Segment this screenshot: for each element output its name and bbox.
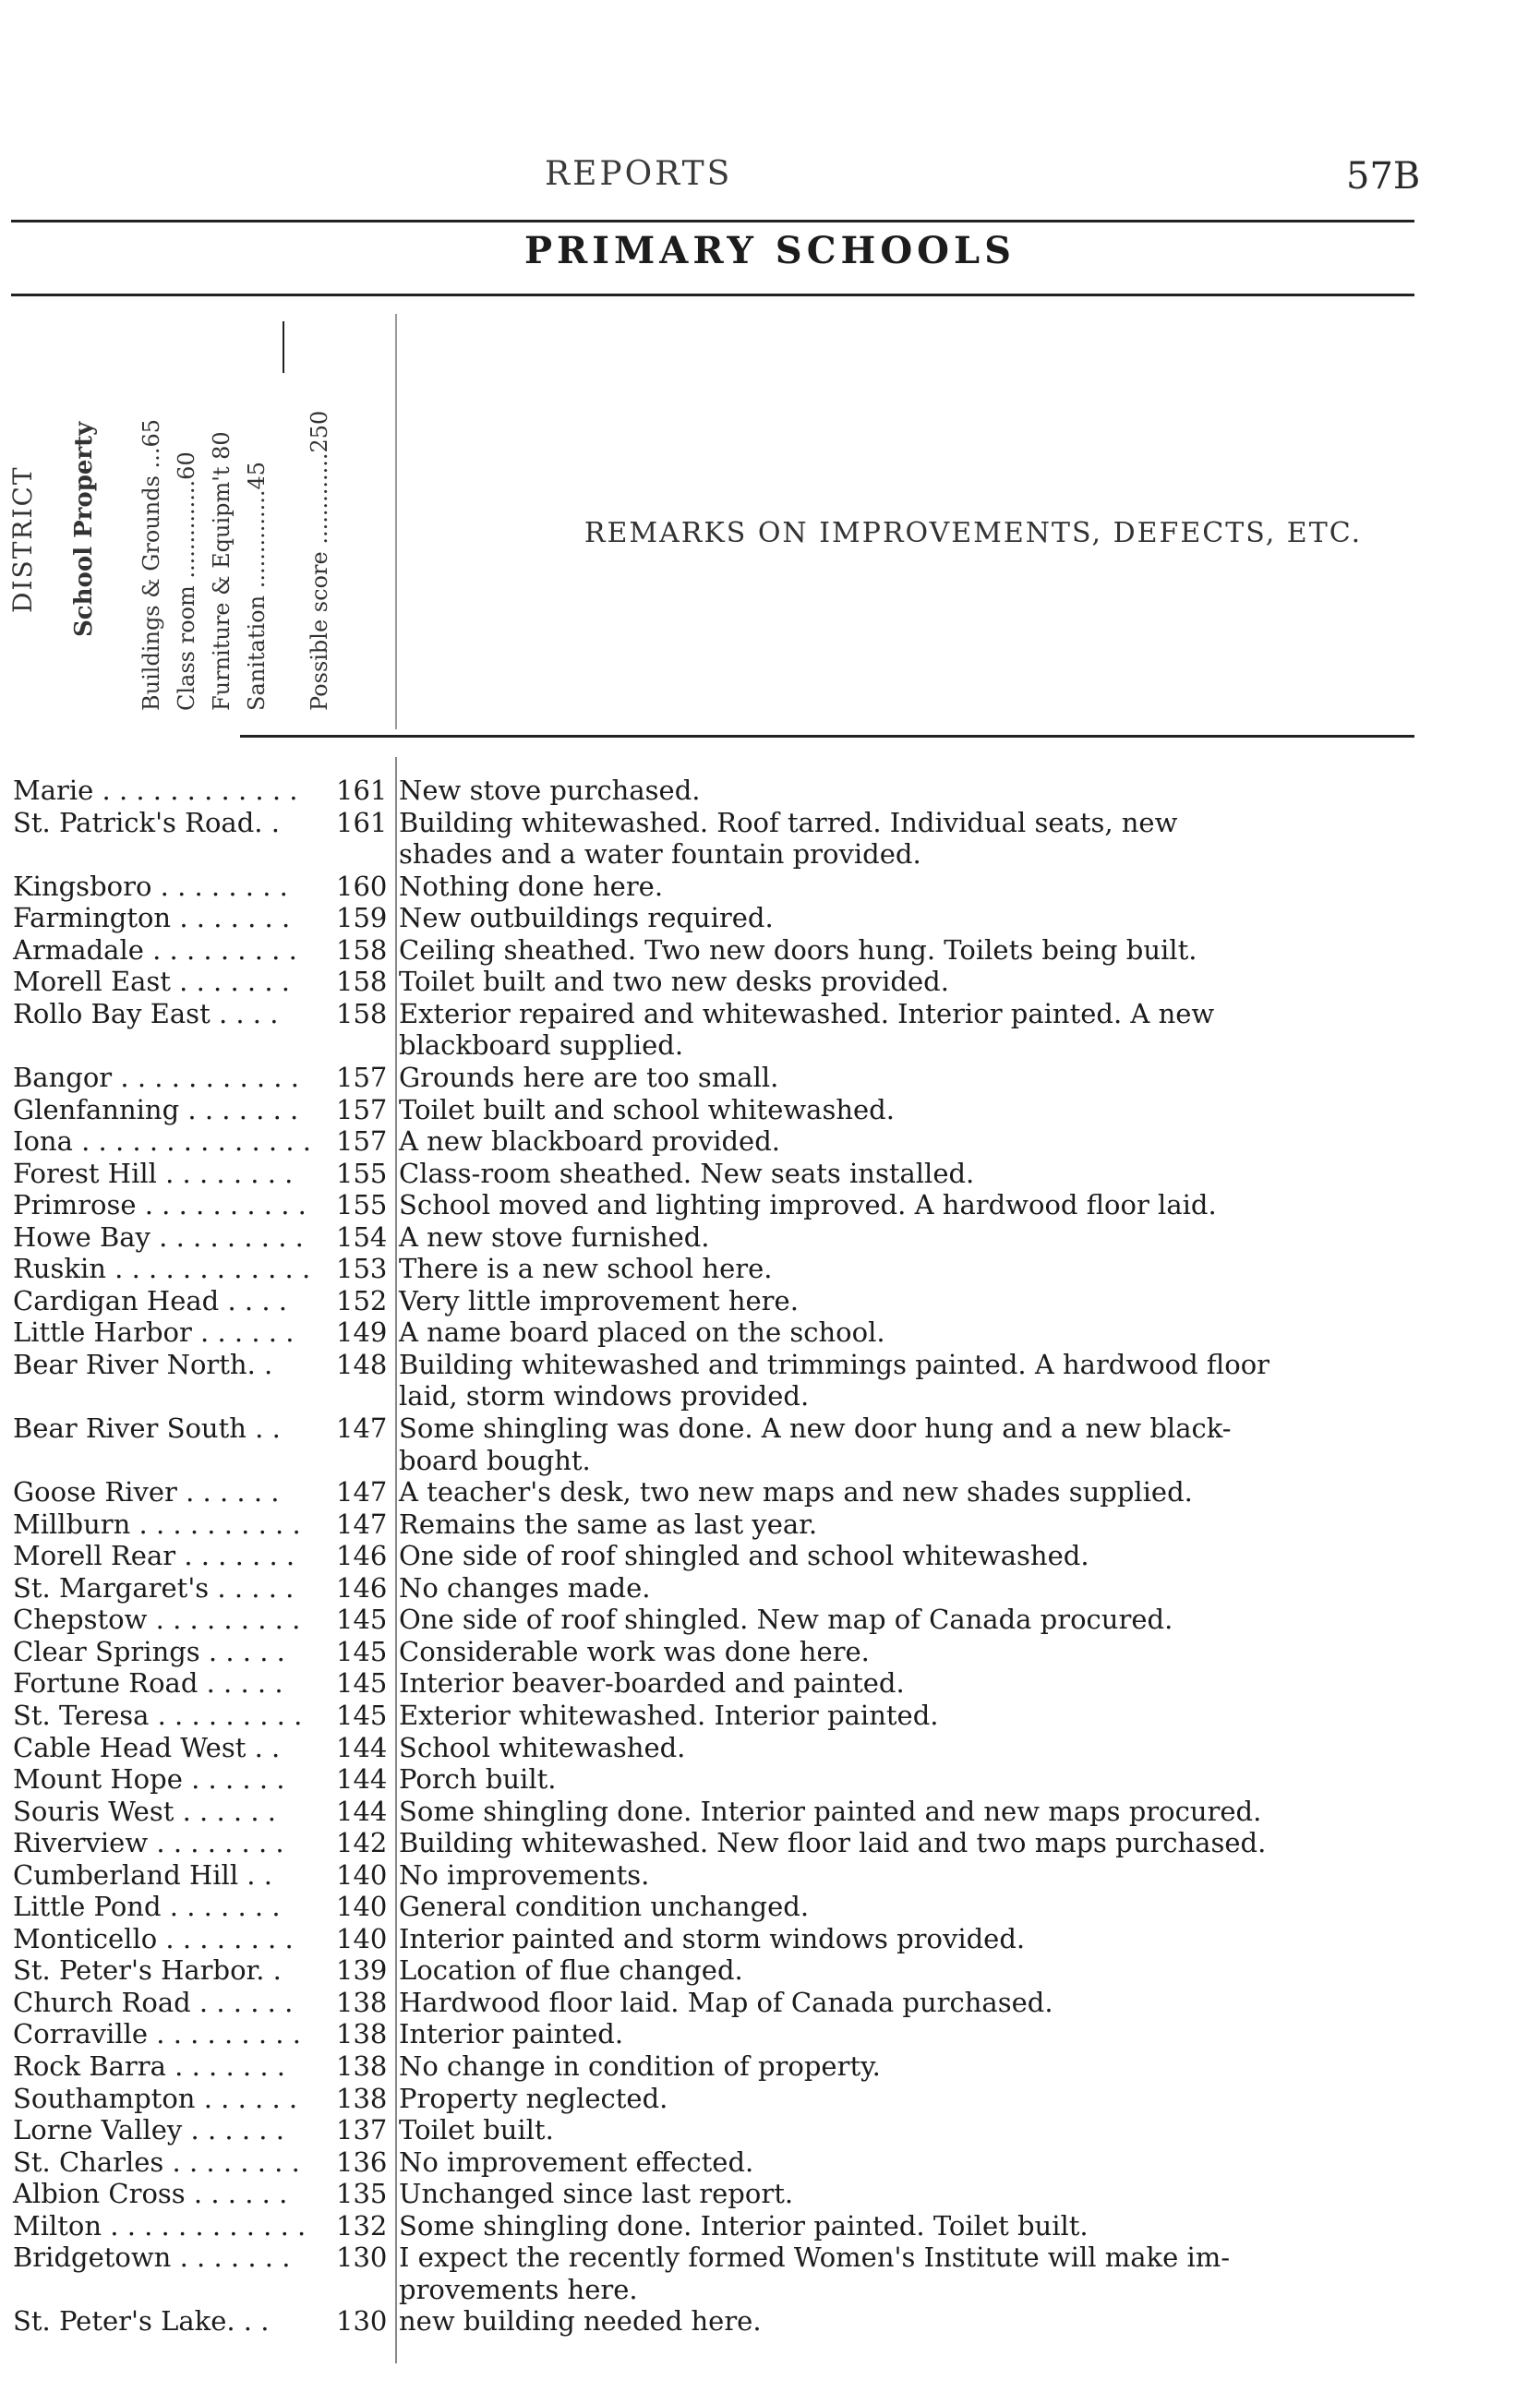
school-property-score: 144 — [336, 1763, 388, 1796]
remarks-text: Interior painted and storm windows provided. — [399, 1922, 1026, 1954]
remarks-text: Toilet built. — [399, 2114, 554, 2146]
district-name: St. Teresa . . . . . . . . . — [13, 1699, 303, 1731]
possible-score-column-label: Possible score .............250 — [307, 410, 332, 711]
remarks-text: Remains the same as last year. — [399, 1508, 818, 1540]
remarks-text: new building needed here. — [399, 2305, 762, 2338]
table-row — [0, 806, 1540, 839]
district-name: Primrose . . . . . . . . . . — [13, 1189, 307, 1221]
table-row — [0, 1475, 1540, 1509]
table-row — [0, 1508, 1540, 1541]
table-row — [0, 1795, 1540, 1828]
remarks-text: Toilet built and school whitewashed. — [399, 1093, 895, 1125]
district-name: Little Pond . . . . . . . — [13, 1891, 281, 1923]
table-row — [0, 1666, 1540, 1700]
school-property-score: 157 — [336, 1061, 388, 1093]
school-property-score: 147 — [336, 1412, 388, 1444]
remarks-text: board bought. — [399, 1444, 591, 1476]
school-property-score: 130 — [336, 2242, 388, 2274]
district-name: Rock Barra . . . . . . . — [13, 2050, 285, 2082]
header-column-divider — [395, 314, 397, 729]
school-property-score: 145 — [336, 1667, 388, 1700]
school-property-score: 145 — [336, 1604, 388, 1636]
district-name: Ruskin . . . . . . . . . . . . — [13, 1253, 311, 1285]
remarks-text: There is a new school here. — [399, 1253, 773, 1285]
school-property-score: 138 — [336, 1986, 388, 2018]
buildings-column-label: Buildings & Grounds ...65 — [138, 419, 164, 711]
table-row — [0, 2304, 1540, 2338]
district-name: Church Road . . . . . . — [13, 1986, 294, 2018]
table-row — [0, 2082, 1540, 2115]
district-name: Forest Hill . . . . . . . . — [13, 1157, 294, 1189]
district-name: Clear Springs . . . . . — [13, 1635, 285, 1667]
table-row — [0, 965, 1540, 998]
school-property-score: 136 — [336, 2146, 388, 2178]
school-property-column-label: School Property — [70, 421, 98, 637]
remarks-text: No improvements. — [399, 1858, 650, 1891]
district-name: Bridgetown . . . . . . . — [13, 2242, 291, 2274]
table-row — [0, 1922, 1540, 1955]
running-header — [0, 155, 1540, 201]
table-row — [0, 1858, 1540, 1892]
remarks-text: shades and a water fountain provided. — [399, 838, 921, 871]
school-property-score: 138 — [336, 2018, 388, 2050]
table-row — [0, 1316, 1540, 1349]
table-row — [0, 1826, 1540, 1859]
table-row — [0, 1093, 1540, 1126]
remarks-text: Hardwood floor laid. Map of Canada purchased. — [399, 1986, 1053, 2018]
school-property-score: 158 — [336, 933, 388, 966]
table-row — [0, 2241, 1540, 2274]
table-row — [0, 1444, 1540, 1477]
school-property-score: 140 — [336, 1858, 388, 1891]
table-row — [0, 2146, 1540, 2179]
remarks-text: School whitewashed. — [399, 1731, 686, 1763]
school-property-score: 144 — [336, 1731, 388, 1763]
table-row — [0, 1571, 1540, 1605]
district-name: St. Margaret's . . . . . — [13, 1571, 295, 1604]
remarks-text: New outbuildings required. — [399, 902, 774, 934]
district-name: Riverview . . . . . . . . — [13, 1827, 284, 1859]
table-row — [0, 2209, 1540, 2242]
district-name: Bear River North. . — [13, 1348, 273, 1380]
table-row — [0, 2273, 1540, 2306]
table-row — [0, 774, 1540, 807]
district-name: Goose River . . . . . . — [13, 1476, 280, 1509]
remarks-text: Exterior repaired and whitewashed. Interior painted. A new — [399, 997, 1215, 1029]
header-rule — [11, 220, 1414, 222]
school-property-score: 145 — [336, 1699, 388, 1731]
school-property-score: 138 — [336, 2082, 388, 2114]
school-property-score: 152 — [336, 1284, 388, 1316]
remarks-text: Class-room sheathed. New seats installed. — [399, 1157, 975, 1189]
remarks-text: A new blackboard provided. — [399, 1125, 780, 1158]
school-property-score: 153 — [336, 1253, 388, 1285]
table-row — [0, 2017, 1540, 2050]
district-name: Morell East . . . . . . . — [13, 966, 290, 998]
table-row — [0, 1379, 1540, 1412]
school-property-score: 155 — [336, 1189, 388, 1221]
school-property-score: 132 — [336, 2209, 388, 2242]
district-name: Armadale . . . . . . . . . — [13, 933, 297, 966]
table-row — [0, 2177, 1540, 2210]
school-property-score: 146 — [336, 1571, 388, 1604]
remarks-text: Building whitewashed. Roof tarred. Individual seats, new — [399, 806, 1178, 838]
table-row — [0, 1188, 1540, 1221]
school-property-score: 142 — [336, 1827, 388, 1859]
table-row — [0, 1890, 1540, 1923]
remarks-text: Porch built. — [399, 1763, 557, 1796]
district-name: Lorne Valley . . . . . . — [13, 2114, 284, 2146]
school-property-score: 148 — [336, 1348, 388, 1380]
table-row — [0, 933, 1540, 967]
district-name: St. Peter's Harbor. . — [13, 1954, 282, 1987]
district-name: Iona . . . . . . . . . . . . . . — [13, 1125, 311, 1158]
remarks-text: laid, storm windows provided. — [399, 1380, 810, 1412]
remarks-text: Ceiling sheathed. Two new doors hung. Toilets being built. — [399, 933, 1197, 966]
table-row — [0, 1635, 1540, 1668]
district-name: Cable Head West . . — [13, 1731, 281, 1763]
remarks-text: Unchanged since last report. — [399, 2178, 794, 2210]
district-name: Kingsboro . . . . . . . . — [13, 870, 288, 902]
school-property-score: 149 — [336, 1316, 388, 1349]
remarks-text: Property neglected. — [399, 2082, 668, 2114]
district-name: Farmington . . . . . . . — [13, 902, 291, 934]
school-property-score: 159 — [336, 902, 388, 934]
table-row — [0, 901, 1540, 934]
remarks-text: Location of flue changed. — [399, 1954, 743, 1987]
table-row — [0, 1220, 1540, 1254]
school-property-score: 138 — [336, 2050, 388, 2082]
district-name: Little Harbor . . . . . . — [13, 1316, 295, 1349]
remarks-text: Building whitewashed. New floor laid and two maps purchased. — [399, 1827, 1267, 1859]
table-row — [0, 1699, 1540, 1732]
remarks-text: provements here. — [399, 2273, 638, 2305]
table-row — [0, 1061, 1540, 1094]
table-row — [0, 2113, 1540, 2146]
school-property-score: 130 — [336, 2305, 388, 2338]
score-separator — [283, 321, 284, 373]
table-row — [0, 837, 1540, 871]
remarks-text: Some shingling done. Interior painted. Toilet built. — [399, 2209, 1089, 2242]
remarks-text: Interior painted. — [399, 2018, 624, 2050]
school-property-score: 157 — [336, 1093, 388, 1125]
remarks-text: New stove purchased. — [399, 775, 701, 806]
table-row — [0, 1412, 1540, 1445]
table-row — [0, 1284, 1540, 1317]
school-property-score: 154 — [336, 1220, 388, 1253]
district-name: Monticello . . . . . . . . — [13, 1922, 294, 1954]
district-name: Marie . . . . . . . . . . . . — [13, 775, 298, 806]
school-property-score: 140 — [336, 1922, 388, 1954]
table-row — [0, 1028, 1540, 1062]
table-row — [0, 1731, 1540, 1764]
school-property-score: 155 — [336, 1157, 388, 1189]
district-name: Southampton . . . . . . — [13, 2082, 298, 2114]
school-property-score: 140 — [336, 1891, 388, 1923]
classroom-column-label: Class room ..............60 — [174, 451, 199, 711]
school-property-score: 157 — [336, 1125, 388, 1158]
district-name: Howe Bay . . . . . . . . . — [13, 1220, 304, 1253]
school-property-score: 158 — [336, 966, 388, 998]
title-rule — [11, 294, 1414, 296]
district-name: Morell Rear . . . . . . . — [13, 1540, 295, 1572]
table-row — [0, 1539, 1540, 1572]
remarks-text: Building whitewashed and trimmings painted. A hardwood floor — [399, 1348, 1270, 1380]
table-row — [0, 1252, 1540, 1285]
remarks-text: Considerable work was done here. — [399, 1635, 870, 1667]
district-name: Millburn . . . . . . . . . . — [13, 1508, 301, 1540]
section-title: PRIMARY SCHOOLS — [523, 229, 1017, 272]
remarks-text: blackboard supplied. — [399, 1029, 684, 1062]
remarks-text: A name board placed on the school. — [399, 1316, 885, 1349]
school-property-score: 160 — [336, 870, 388, 902]
remarks-text: A teacher's desk, two new maps and new shades supplied. — [399, 1476, 1193, 1509]
remarks-text: General condition unchanged. — [399, 1891, 810, 1923]
school-property-score: 147 — [336, 1508, 388, 1540]
remarks-text: No improvement effected. — [399, 2146, 754, 2178]
school-property-score: 158 — [336, 997, 388, 1029]
table-row — [0, 1603, 1540, 1636]
district-name: Glenfanning . . . . . . . — [13, 1093, 299, 1125]
school-property-score: 137 — [336, 2114, 388, 2146]
remarks-text: Toilet built and two new desks provided. — [399, 966, 949, 998]
remarks-text: School moved and lighting improved. A hardwood floor laid. — [399, 1189, 1217, 1221]
furniture-column-label: Furniture & Equipm't 80 — [209, 431, 235, 711]
running-title: REPORTS — [545, 155, 733, 193]
remarks-column-label: REMARKS ON IMPROVEMENTS, DEFECTS, ETC. — [584, 517, 1363, 549]
table-row — [0, 1986, 1540, 2019]
remarks-text: Grounds here are too small. — [399, 1061, 779, 1093]
remarks-text: No change in condition of property. — [399, 2050, 881, 2082]
school-property-score: 135 — [336, 2178, 388, 2210]
district-name: Bangor . . . . . . . . . . . — [13, 1061, 299, 1093]
district-name: St. Patrick's Road. . — [13, 806, 280, 838]
school-property-score: 147 — [336, 1476, 388, 1509]
district-name: Cardigan Head . . . . — [13, 1284, 287, 1316]
district-name: Albion Cross . . . . . . — [13, 2178, 288, 2210]
district-name: Milton . . . . . . . . . . . . — [13, 2209, 307, 2242]
remarks-text: I expect the recently formed Women's Institute will make im- — [399, 2242, 1231, 2274]
remarks-text: A new stove furnished. — [399, 1220, 710, 1253]
district-name: Rollo Bay East . . . . — [13, 997, 279, 1029]
table-row — [0, 870, 1540, 903]
remarks-text: Some shingling done. Interior painted and new maps procured. — [399, 1795, 1262, 1827]
remarks-text: Interior beaver-boarded and painted. — [399, 1667, 905, 1700]
table-row — [0, 2049, 1540, 2083]
remarks-text: Nothing done here. — [399, 870, 664, 902]
district-name: Mount Hope . . . . . . — [13, 1763, 285, 1796]
remarks-text: Very little improvement here. — [399, 1284, 799, 1316]
remarks-text: No changes made. — [399, 1571, 651, 1604]
school-property-score: 161 — [336, 806, 388, 838]
table-row — [0, 997, 1540, 1030]
page-number: 57B — [1346, 155, 1421, 198]
school-property-score: 145 — [336, 1635, 388, 1667]
school-property-score: 139 — [336, 1954, 388, 1987]
school-property-score: 161 — [336, 775, 388, 806]
table-row — [0, 1762, 1540, 1796]
district-column-label: DISTRICT — [7, 465, 38, 613]
table-row — [0, 1348, 1540, 1381]
sanitation-column-label: Sanitation ..............45 — [244, 461, 270, 711]
district-name: St. Peter's Lake. . . — [13, 2305, 270, 2338]
table-header-rule — [240, 735, 1414, 738]
remarks-text: One side of roof shingled. New map of Canada procured. — [399, 1604, 1173, 1636]
table-row — [0, 1157, 1540, 1190]
remarks-text: Exterior whitewashed. Interior painted. — [399, 1699, 939, 1731]
district-name: Fortune Road . . . . . — [13, 1667, 283, 1700]
school-property-score: 144 — [336, 1795, 388, 1827]
district-name: Bear River South . . — [13, 1412, 281, 1444]
table-row — [0, 1124, 1540, 1158]
district-name: Cumberland Hill . . — [13, 1858, 272, 1891]
table-row — [0, 1953, 1540, 1987]
remarks-text: One side of roof shingled and school whitewashed. — [399, 1540, 1089, 1572]
district-name: Chepstow . . . . . . . . . — [13, 1604, 301, 1636]
remarks-text: Some shingling was done. A new door hung and a new black- — [399, 1412, 1232, 1444]
school-property-score: 146 — [336, 1540, 388, 1572]
district-name: Souris West . . . . . . — [13, 1795, 277, 1827]
district-name: Corraville . . . . . . . . . — [13, 2018, 301, 2050]
district-name: St. Charles . . . . . . . . — [13, 2146, 300, 2178]
